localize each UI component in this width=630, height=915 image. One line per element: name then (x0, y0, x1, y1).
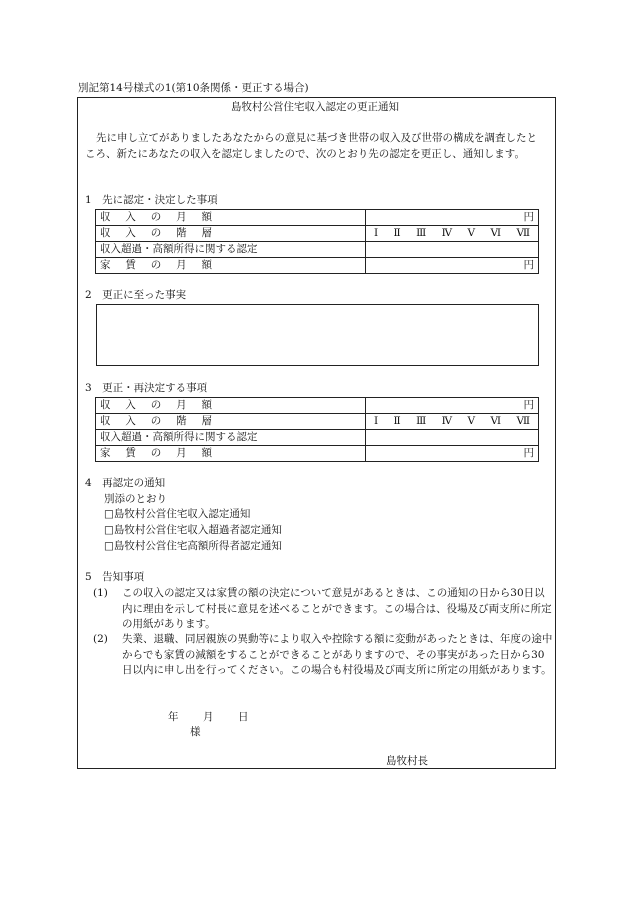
income-levels (370, 227, 534, 240)
addressee: 様 (190, 726, 201, 738)
table-row (96, 258, 539, 274)
section3-table (95, 397, 539, 462)
level-mark: Ⅵ (490, 414, 502, 427)
label-char: 階 (176, 414, 187, 427)
label-char: の (150, 446, 162, 459)
income-levels (370, 415, 534, 428)
table-row (96, 446, 539, 462)
row-value: 円 (366, 398, 539, 414)
row-value: 円 (366, 258, 539, 274)
label-char: 額 (201, 398, 212, 411)
label-char: 月 (176, 446, 187, 459)
date-year: 年 (168, 711, 179, 723)
label-char: の (150, 258, 162, 271)
date-day: 日 (238, 711, 249, 723)
row-label: 収入超過・高額所得に関する認定 (96, 430, 366, 446)
option-income-certification: □島牧村公営住宅収入認定通知 (104, 508, 251, 520)
form-caption: 別記第14号様式の1(第10条関係・更正する場合) (78, 82, 309, 94)
section3-heading: 3 更正・再決定する事項 (85, 382, 208, 394)
label-char: 賃 (125, 446, 136, 459)
row-value: 円 (366, 210, 539, 226)
label-char: 階 (176, 226, 187, 239)
row-label (100, 227, 212, 240)
level-mark: Ⅱ (393, 414, 401, 427)
level-mark: Ⅳ (441, 226, 453, 239)
label-char: 月 (176, 258, 187, 271)
intro-paragraph: 先に申し立てがありましたあなたからの意見に基づき世帯の収入及び世帯の構成を調査したところ、新たにあなたの収入を認定しましたので、次のとおり先の認定を更正し、通知します。 (85, 132, 537, 160)
label-char: 家 (100, 446, 111, 459)
row-label (100, 259, 212, 272)
label-char: 層 (201, 414, 212, 427)
section1-heading: 1 先に認定・決定した事項 (85, 194, 218, 206)
table-row (96, 210, 539, 226)
table-row (96, 414, 539, 430)
label-char: の (150, 210, 162, 223)
row-value: 円 (366, 446, 539, 462)
option-high-income: □島牧村公営住宅高額所得者認定通知 (104, 540, 282, 552)
label-char: 入 (125, 398, 136, 411)
notice-number: (1) (93, 587, 108, 599)
row-label (100, 399, 212, 412)
issuer-name: 島牧村長 (386, 755, 428, 767)
label-char: 収 (100, 226, 111, 239)
table-row (96, 398, 539, 414)
row-label (100, 415, 212, 428)
label-char: 賃 (125, 258, 136, 271)
label-char: 収 (100, 210, 111, 223)
label-char: 額 (201, 210, 212, 223)
level-mark: Ⅰ (374, 414, 379, 427)
facts-box (96, 304, 539, 366)
label-char: 月 (176, 398, 187, 411)
section1-table (95, 209, 539, 274)
level-mark: Ⅴ (467, 226, 476, 239)
notice-item-2 (93, 632, 553, 679)
label-char: の (150, 414, 162, 427)
table-row (96, 430, 539, 446)
level-mark: Ⅲ (416, 414, 427, 427)
level-mark: Ⅰ (374, 226, 379, 239)
level-mark: Ⅳ (441, 414, 453, 427)
notice-text: 失業、退職、同居親族の異動等により収入や控除する額に変動があったときは、年度の途中からでも家賃の減額をすることができることがありますので、その事実があった日から30日以内に申し出を行ってください。この場合も村役場及び両支所に所定の用紙があります。 (122, 633, 553, 676)
row-value (366, 430, 539, 446)
notice-text: この収入の認定又は家賃の額の決定について意見があるときは、この通知の日から30日以内に理由を示して村長に意見を述べることができます。この場合は、役場及び両支所に所定の用紙があります。 (122, 587, 552, 630)
label-char: 額 (201, 258, 212, 271)
section4-heading: 4 再認定の通知 (85, 477, 166, 489)
label-char: 層 (201, 226, 212, 239)
notice-item-1 (93, 586, 553, 633)
level-mark: Ⅵ (490, 226, 502, 239)
label-char: の (150, 226, 162, 239)
level-mark: Ⅴ (467, 414, 476, 427)
level-mark: Ⅲ (416, 226, 427, 239)
label-char: 入 (125, 414, 136, 427)
label-char: の (150, 398, 162, 411)
option-excess-income: □島牧村公営住宅収入超過者認定通知 (104, 524, 282, 536)
label-char: 月 (176, 210, 187, 223)
label-char: 額 (201, 446, 212, 459)
label-char: 収 (100, 414, 111, 427)
date-month: 月 (203, 711, 214, 723)
row-label (100, 447, 212, 460)
label-char: 家 (100, 258, 111, 271)
label-char: 入 (125, 226, 136, 239)
label-char: 入 (125, 210, 136, 223)
row-value (366, 242, 539, 258)
level-mark: Ⅱ (393, 226, 401, 239)
notice-number: (2) (93, 633, 108, 645)
section5-heading: 5 告知事項 (85, 571, 145, 583)
section4-sub: 別添のとおり (104, 493, 167, 505)
level-mark: Ⅶ (516, 226, 530, 239)
row-label (100, 211, 212, 224)
table-row (96, 242, 539, 258)
label-char: 収 (100, 398, 111, 411)
row-label: 収入超過・高額所得に関する認定 (96, 242, 366, 258)
level-mark: Ⅶ (516, 414, 530, 427)
table-row (96, 226, 539, 242)
section2-heading: 2 更正に至った事実 (85, 289, 187, 301)
page-title: 島牧村公営住宅収入認定の更正通知 (231, 101, 399, 113)
